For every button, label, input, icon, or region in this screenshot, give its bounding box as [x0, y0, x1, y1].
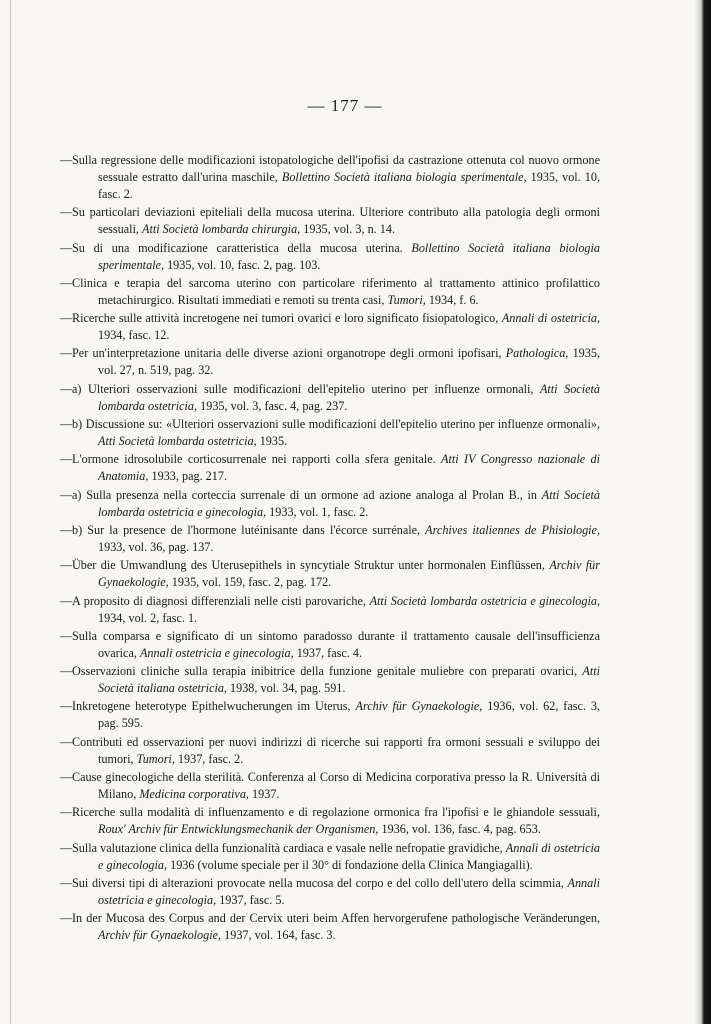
bibliography-entry	[60, 698, 600, 732]
entry-citation: 1933, vol. 36, pag. 137.	[98, 539, 214, 554]
entry-journal: Atti Società lombarda ostetricia e ginecologia,	[98, 487, 600, 519]
bibliography-entry	[60, 557, 600, 591]
entry-citation: 1934, fasc. 12.	[98, 328, 170, 343]
entry-journal: Archiv für Gynaekologie,	[355, 699, 483, 714]
bibliography-entry	[60, 522, 600, 556]
entry-journal: Archiv für Gynaekologie,	[98, 558, 600, 590]
entry-dash: —	[60, 699, 73, 714]
entry-citation: 1934, f. 6.	[425, 292, 479, 307]
entry-title: Sui diversi tipi di alterazioni provocate nella mucosa del corpo e del collo dell'utero della scimmia,	[72, 875, 568, 890]
bibliography-entry	[60, 663, 600, 697]
entry-citation: 1937.	[248, 787, 280, 802]
entry-title: Sulla valutazione clinica della funzionalità cardiaca e vasale nelle nefropatie gravidiche,	[72, 840, 506, 855]
entry-dash: —	[60, 875, 73, 890]
bibliography-entry	[60, 487, 600, 521]
entry-citation: 1937, vol. 164, fasc. 3.	[221, 928, 336, 943]
entry-dash: —	[60, 840, 73, 855]
entry-dash: —	[60, 805, 73, 820]
entry-journal: Atti IV Congresso nazionale di Anatomia,	[98, 452, 600, 484]
entry-title: b) Discussione su: «Ulteriori osservazioni sulle modificazioni dell'epitelio uterino per influenze ormonali»,	[72, 417, 600, 432]
entry-title: Contributi ed osservazioni per nuovi indirizzi di ricerche sui rapporti fra ormoni sessuali e sviluppo dei tumori,	[72, 734, 600, 766]
entry-citation: 1935, vol. 10, fasc. 2, pag. 103.	[164, 257, 321, 272]
entry-journal: Medicina corporativa,	[139, 787, 249, 802]
book-binding-edge	[695, 0, 711, 1024]
entry-citation: 1937, fasc. 4.	[293, 645, 363, 660]
entry-citation: 1935, vol. 10, fasc. 2.	[98, 170, 600, 201]
entry-citation: 1936, vol. 62, fasc. 3, pag. 595.	[98, 699, 601, 731]
entry-journal: Archives italiennes de Phisiologie,	[425, 522, 601, 537]
entry-dash: —	[60, 558, 73, 573]
entry-title: A proposito di diagnosi differenziali nelle cisti parovariche,	[72, 593, 370, 608]
entry-journal: Pathologica,	[505, 346, 569, 361]
bibliography-entry	[60, 910, 600, 944]
entry-journal: Annali di ostetricia e ginecologia,	[98, 840, 601, 872]
entry-dash: —	[60, 734, 73, 749]
entry-journal: Archiv für Gynaekologie,	[98, 928, 222, 943]
entry-dash: —	[60, 593, 73, 608]
bibliography-entry	[60, 769, 600, 803]
bibliography-entry	[60, 734, 600, 768]
entry-journal: Bollettino Società italiana biologia sperimentale,	[98, 240, 601, 272]
bibliography-entry	[60, 804, 600, 838]
entry-citation: 1935, vol. 3, n. 14.	[300, 222, 396, 237]
entry-journal: Annali ostetricia e ginecologia,	[139, 645, 294, 660]
entry-dash: —	[60, 487, 73, 502]
bibliography-entry	[60, 416, 600, 450]
bibliography-entry	[60, 345, 600, 379]
entry-citation: 1935, vol. 3, fasc. 4, pag. 237.	[197, 398, 348, 413]
entry-dash: —	[60, 346, 73, 361]
entry-citation: 1933, vol. 1, fasc. 2.	[266, 504, 369, 519]
entry-title: b) Sur la presence de l'hormone lutéinisante dans l'écorce surrénale,	[72, 522, 426, 537]
entry-title: Cause ginecologiche della sterilità. Conferenza al Corso di Medicina corporativa presso la R. Università di Milano,	[72, 770, 600, 802]
entry-title: Sulla regressione delle modificazioni istopatologiche dell'ipofisi da castrazione ottenuta col nuovo ormone sessuale estratto dall'urina maschile,	[72, 153, 600, 184]
page-number: — 177 —	[307, 96, 383, 115]
entry-dash: —	[60, 240, 73, 255]
bibliography-list	[60, 152, 600, 946]
bibliography-entry	[60, 875, 600, 909]
entry-journal: Atti Società lombarda ostetricia e ginecologia,	[369, 593, 600, 608]
entry-dash: —	[60, 770, 73, 785]
entry-citation: 1935, vol. 159, fasc. 2, pag. 172.	[168, 575, 332, 590]
bibliography-entry	[60, 275, 600, 309]
entry-journal: Atti Società lombarda ostetricia,	[98, 381, 600, 413]
entry-citation: 1935, vol. 27, n. 519, pag. 32.	[98, 346, 601, 378]
entry-citation: 1936 (volume speciale per il 30° di fondazione della Clinica Mangiagalli).	[167, 857, 533, 872]
entry-citation: 1938, vol. 34, pag. 591.	[226, 681, 346, 696]
entry-title: L'ormone idrosolubile corticosurrenale nei rapporti colla sfera genitale.	[72, 452, 442, 467]
entry-title: Osservazioni cliniche sulla terapia inibitrice della funzione genitale muliebre con preparati ovarici,	[72, 664, 583, 679]
entry-journal: Annali ostetricia e ginecologia,	[98, 875, 600, 907]
entry-dash: —	[60, 664, 73, 679]
entry-dash: —	[60, 911, 73, 926]
entry-citation: 1934, vol. 2, fasc. 1.	[98, 610, 198, 625]
entry-journal: Bollettino Società italiana biologia sperimentale,	[281, 170, 527, 184]
entry-title: Su di una modificazione caratteristica della mucosa uterina.	[72, 240, 412, 255]
entry-journal: Roux' Archiv für Entwicklungsmechanik der Organismen,	[98, 822, 379, 837]
bibliography-entry	[60, 381, 600, 415]
bibliography-entry	[60, 840, 600, 874]
entry-citation: 1937, fasc. 2.	[174, 751, 244, 766]
entry-journal: Atti Società lombarda chirurgia,	[142, 222, 301, 237]
bibliography-entry	[60, 152, 600, 203]
entry-title: Ricerche sulla modalità di influenzamento e di regolazione ormonica fra l'ipofisi e le ghiandole sessuali,	[72, 805, 600, 820]
entry-citation: 1937, fasc. 5.	[216, 892, 285, 907]
entry-citation: 1935.	[256, 434, 288, 449]
bibliography-entry	[60, 593, 600, 627]
entry-title: Sulla comparsa e significato di un sintomo paradosso durante il trattamento causale dell'insufficienza ovarica,	[72, 628, 600, 660]
bibliography-entry	[60, 628, 600, 662]
entry-journal: Atti Società lombarda ostetricia,	[98, 434, 257, 449]
page-edge	[10, 0, 11, 1024]
entry-dash: —	[60, 275, 73, 290]
entry-title: a) Ulteriori osservazioni sulle modificazioni dell'epitelio uterino per influenze ormonali,	[72, 381, 540, 396]
entry-title: Über die Umwandlung des Uterusepithels in syncytiale Struktur unter hormonalen Einflüssen,	[72, 558, 550, 573]
entry-dash: —	[60, 153, 73, 167]
entry-dash: —	[60, 205, 73, 220]
bibliography-entry	[60, 310, 600, 344]
entry-title: a) Sulla presenza nella corteccia surrenale di un ormone ad azione analoga al Prolan B., in	[72, 487, 542, 502]
entry-journal: Annali di ostetricia,	[501, 311, 600, 326]
entry-title: Ricerche sulle attività incretogene nei tumori ovarici e loro significato fisiopatologico,	[72, 311, 502, 326]
entry-dash: —	[60, 311, 73, 326]
entry-journal: Tumori,	[136, 751, 175, 766]
entry-title: Su particolari deviazioni epiteliali della mucosa uterina. Ulteriore contributo alla patologia degli ormoni sessuali,	[72, 205, 600, 237]
entry-dash: —	[60, 417, 73, 432]
entry-title: Inkretogene heterotype Epithelwucherungen im Uterus,	[72, 699, 356, 714]
entry-title: In der Mucosa des Corpus and der Cervix uteri beim Affen hervorgerufene pathologische Veränderungen,	[72, 911, 600, 926]
entry-dash: —	[60, 628, 73, 643]
entry-dash: —	[60, 381, 73, 396]
entry-dash: —	[60, 522, 73, 537]
bibliography-entry	[60, 240, 600, 274]
entry-dash: —	[60, 452, 73, 467]
entry-title: Clinica e terapia del sarcoma uterino con particolare riferimento al trattamento attinico profilattico metachirurgico. Risultati immediati e remoti su trenta casi,	[72, 275, 600, 307]
bibliography-entry	[60, 451, 600, 485]
bibliography-entry	[60, 204, 600, 238]
entry-journal: Tumori,	[387, 292, 426, 307]
entry-citation: 1936, vol. 136, fasc. 4, pag. 653.	[378, 822, 541, 837]
entry-journal: Atti Società italiana ostetricia,	[98, 664, 600, 696]
entry-citation: 1933, pag. 217.	[148, 469, 227, 484]
entry-title: Per un'interpretazione unitaria delle diverse azioni organotrope degli ormoni ipofisari,	[72, 346, 506, 361]
